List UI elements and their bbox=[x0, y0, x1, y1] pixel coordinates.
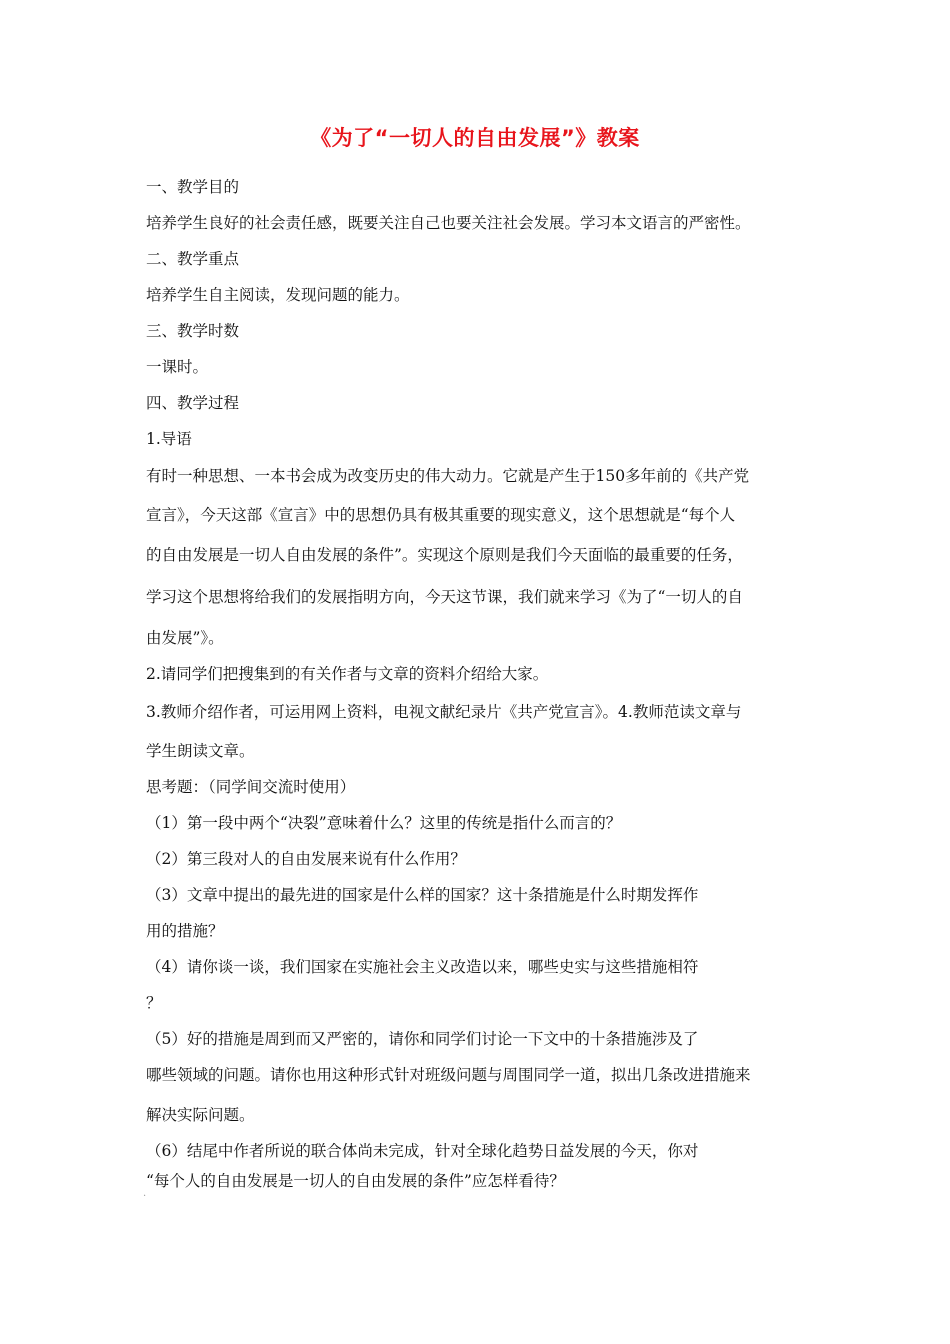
paragraph-line: 培养学生自主阅读，发现问题的能力。 bbox=[146, 286, 410, 304]
question-item-continued: ？ bbox=[146, 994, 162, 1012]
question-item: （5）好的措施是周到而又严密的，请你和同学们讨论一下文中的十条措施涉及了 bbox=[146, 1030, 699, 1048]
question-item-continued: 解决实际问题。 bbox=[146, 1106, 255, 1124]
question-item: （2）第三段对人的自由发展来说有什么作用？ bbox=[146, 850, 466, 868]
paragraph-line: 有时一种思想、一本书会成为改变历史的伟大动力。它就是产生于150多年前的《共产党 bbox=[146, 467, 750, 485]
document-title: 《为了“一切人的自由发展”》教案 bbox=[310, 126, 640, 150]
subheading-intro: 1.导语 bbox=[146, 430, 192, 448]
section-heading-objectives: 一、教学目的 bbox=[146, 178, 240, 196]
question-item-continued: 用的措施？ bbox=[146, 922, 224, 940]
section-heading-process: 四、教学过程 bbox=[146, 394, 240, 412]
questions-heading: 思考题：（同学间交流时使用） bbox=[146, 778, 356, 796]
question-item: （4）请你谈一谈，我们国家在实施社会主义改造以来，哪些史实与这些措施相符 bbox=[146, 958, 699, 976]
paragraph-line: 学习这个思想将给我们的发展指明方向，今天这节课，我们就来学习《为了“一切人的自 bbox=[146, 588, 743, 606]
question-item: （3）文章中提出的最先进的国家是什么样的国家？这十条措施是什么时期发挥作 bbox=[146, 886, 699, 904]
paragraph-line: 3.教师介绍作者，可运用网上资料，电视文献纪录片《共产党宣言》。4.教师范读文章与 bbox=[146, 703, 742, 721]
paragraph-line: 的自由发展是一切人自由发展的条件”。实现这个原则是我们今天面临的最重要的任务， bbox=[146, 546, 743, 564]
question-item-continued: “每个人的自由发展是一切人的自由发展的条件”应怎样看待？ bbox=[146, 1172, 565, 1190]
paragraph-line: 由发展”》。 bbox=[146, 629, 224, 647]
paragraph-line: 培养学生良好的社会责任感，既要关注自己也要关注社会发展。学习本文语言的严密性。 bbox=[146, 214, 751, 232]
section-heading-focus: 二、教学重点 bbox=[146, 250, 240, 268]
stray-mark: . bbox=[143, 1188, 147, 1199]
question-item-continued: 哪些领域的问题。请你也用这种形式针对班级问题与周围同学一道，拟出几条改进措施来 bbox=[146, 1066, 751, 1084]
question-item: （1）第一段中两个“决裂”意味着什么？这里的传统是指什么而言的？ bbox=[146, 814, 622, 832]
paragraph-line: 宣言》，今天这部《宣言》中的思想仍具有极其重要的现实意义，这个思想就是“每个人 bbox=[146, 506, 736, 524]
paragraph-line: 一课时。 bbox=[146, 358, 209, 376]
paragraph-line: 2.请同学们把搜集到的有关作者与文章的资料介绍给大家。 bbox=[146, 665, 549, 683]
section-heading-hours: 三、教学时数 bbox=[146, 322, 240, 340]
question-item: （6）结尾中作者所说的联合体尚未完成，针对全球化趋势日益发展的今天，你对 bbox=[146, 1142, 699, 1160]
paragraph-line: 学生朗读文章。 bbox=[146, 742, 255, 760]
